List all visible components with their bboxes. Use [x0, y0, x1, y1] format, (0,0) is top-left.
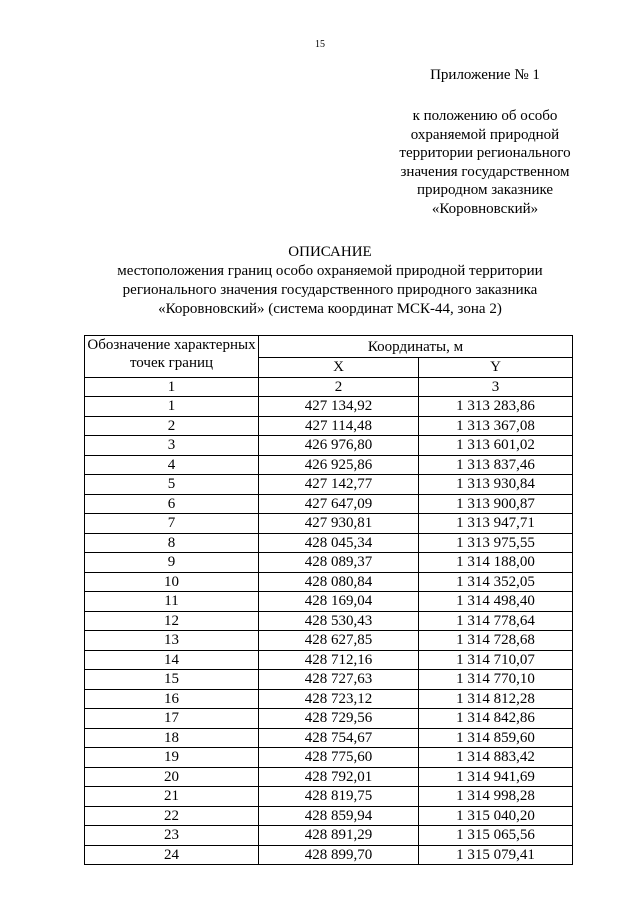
coord-y: 1 314 778,64 [419, 611, 573, 631]
appendix-title: Приложение № 1 [430, 67, 540, 83]
coord-x: 427 142,77 [259, 475, 419, 495]
subtitle-line: местоположения границ особо охраняемой природной территории [117, 263, 543, 279]
table-row [85, 436, 573, 456]
column-number: 1 [85, 377, 259, 397]
coord-y: 1 313 837,46 [419, 455, 573, 475]
coord-y: 1 314 352,05 [419, 572, 573, 592]
coord-y: 1 314 498,40 [419, 592, 573, 612]
point-number: 22 [85, 806, 259, 826]
table-body [85, 397, 573, 865]
point-number: 14 [85, 650, 259, 670]
coord-y: 1 313 975,55 [419, 533, 573, 553]
coord-x: 428 891,29 [259, 826, 419, 846]
table-row [85, 533, 573, 553]
point-number: 10 [85, 572, 259, 592]
coord-x: 428 530,43 [259, 611, 419, 631]
coord-y: 1 314 728,68 [419, 631, 573, 651]
coord-y: 1 314 710,07 [419, 650, 573, 670]
point-number: 16 [85, 689, 259, 709]
table-row [85, 592, 573, 612]
point-number: 11 [85, 592, 259, 612]
table-row [85, 650, 573, 670]
coord-x: 428 859,94 [259, 806, 419, 826]
table-row [85, 689, 573, 709]
table-row [85, 787, 573, 807]
table-row [85, 397, 573, 417]
coord-x: 428 089,37 [259, 553, 419, 573]
column-number: 3 [419, 377, 573, 397]
table-row [85, 475, 573, 495]
table-row [85, 455, 573, 475]
column-number: 2 [259, 377, 419, 397]
table-row [85, 631, 573, 651]
table-row [85, 572, 573, 592]
header-x: X [259, 358, 419, 378]
point-number: 3 [85, 436, 259, 456]
appendix-note-line: «Коровновский» [431, 200, 539, 217]
coord-y: 1 313 601,02 [419, 436, 573, 456]
table-row [85, 514, 573, 534]
coord-x: 428 169,04 [259, 592, 419, 612]
table-row [85, 611, 573, 631]
point-number: 18 [85, 728, 259, 748]
table-row [85, 826, 573, 846]
coord-y: 1 314 188,00 [419, 553, 573, 573]
coord-x: 428 792,01 [259, 767, 419, 787]
point-number: 13 [85, 631, 259, 651]
table-row [85, 494, 573, 514]
coord-x: 426 925,86 [259, 455, 419, 475]
coord-y: 1 314 941,69 [419, 767, 573, 787]
coord-x: 428 729,56 [259, 709, 419, 729]
appendix-note-line: охраняемой природной [410, 126, 560, 143]
header-points: Обозначение характерных точек границ [85, 336, 259, 378]
point-number: 21 [85, 787, 259, 807]
coord-y: 1 314 859,60 [419, 728, 573, 748]
appendix-note-line: территории регионального [399, 145, 571, 162]
table-row [85, 767, 573, 787]
coord-x: 428 775,60 [259, 748, 419, 768]
table-row [85, 806, 573, 826]
document-subtitle [60, 262, 600, 319]
coord-x: 428 754,67 [259, 728, 419, 748]
coord-x: 428 819,75 [259, 787, 419, 807]
table-row [85, 748, 573, 768]
coordinates-table [84, 335, 573, 865]
coord-x: 428 712,16 [259, 650, 419, 670]
point-number: 1 [85, 397, 259, 417]
coord-x: 427 647,09 [259, 494, 419, 514]
coord-y: 1 314 842,86 [419, 709, 573, 729]
coord-x: 428 899,70 [259, 845, 419, 865]
point-number: 2 [85, 416, 259, 436]
coord-x: 427 134,92 [259, 397, 419, 417]
point-number: 19 [85, 748, 259, 768]
appendix-note [388, 107, 582, 219]
table-row [85, 728, 573, 748]
coord-y: 1 313 930,84 [419, 475, 573, 495]
coord-y: 1 313 367,08 [419, 416, 573, 436]
coord-x: 428 723,12 [259, 689, 419, 709]
point-number: 12 [85, 611, 259, 631]
table-row [85, 709, 573, 729]
coord-y: 1 315 065,56 [419, 826, 573, 846]
point-number: 24 [85, 845, 259, 865]
appendix-note-line: к положению об особо [412, 108, 558, 124]
coord-x: 428 045,34 [259, 533, 419, 553]
table-row [85, 416, 573, 436]
subtitle-line: «Коровновский» (система координат МСК-44, зона 2) [158, 301, 502, 317]
coord-y: 1 313 947,71 [419, 514, 573, 534]
coord-y: 1 314 770,10 [419, 670, 573, 690]
coord-y: 1 313 283,86 [419, 397, 573, 417]
subtitle-line: регионального значения государственного природного заказника [122, 282, 538, 298]
coord-y: 1 314 998,28 [419, 787, 573, 807]
table-row [85, 670, 573, 690]
table-row [85, 553, 573, 573]
header-coordinates: Координаты, м [259, 336, 573, 358]
point-number: 15 [85, 670, 259, 690]
document-heading: ОПИСАНИЕ [288, 244, 372, 260]
point-number: 8 [85, 533, 259, 553]
appendix-note-line: природном заказнике [416, 182, 554, 199]
point-number: 23 [85, 826, 259, 846]
coord-x: 427 930,81 [259, 514, 419, 534]
coord-y: 1 315 079,41 [419, 845, 573, 865]
coord-x: 428 627,85 [259, 631, 419, 651]
coord-x: 428 727,63 [259, 670, 419, 690]
coord-x: 427 114,48 [259, 416, 419, 436]
appendix-note-line: значения государственном [400, 163, 570, 180]
coord-y: 1 315 040,20 [419, 806, 573, 826]
coord-y: 1 314 883,42 [419, 748, 573, 768]
coord-x: 428 080,84 [259, 572, 419, 592]
coord-y: 1 313 900,87 [419, 494, 573, 514]
point-number: 5 [85, 475, 259, 495]
point-number: 4 [85, 455, 259, 475]
point-number: 6 [85, 494, 259, 514]
page-number: 15 [315, 39, 325, 50]
point-number: 7 [85, 514, 259, 534]
point-number: 9 [85, 553, 259, 573]
coord-x: 426 976,80 [259, 436, 419, 456]
header-y: Y [419, 358, 573, 378]
point-number: 20 [85, 767, 259, 787]
table-row [85, 845, 573, 865]
point-number: 17 [85, 709, 259, 729]
coord-y: 1 314 812,28 [419, 689, 573, 709]
